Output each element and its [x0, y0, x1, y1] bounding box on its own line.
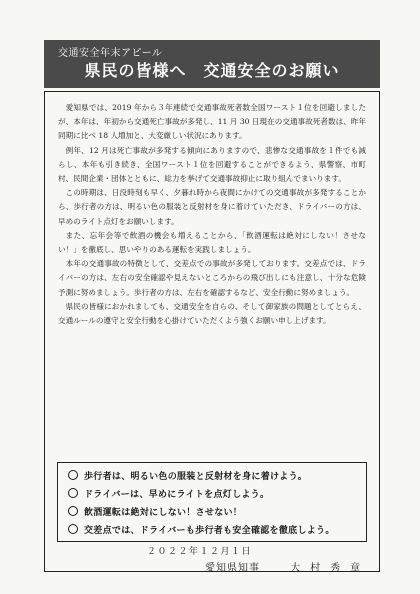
slogan-text: ドライバーは、早めにライトを点灯しよう。: [84, 489, 270, 500]
circle-bullet-icon: [68, 524, 78, 534]
slogan-item: [68, 484, 356, 502]
header-banner: [44, 40, 380, 88]
signer-name: 大村秀章: [290, 563, 371, 574]
paragraph: 県民の皆様におかれましても、交通安全を自らの、そして御家族の問題としてとらえ、交通ルールの遵守と安全行動を心掛けていただくよう強くお願い申し上げます。: [58, 301, 366, 326]
circle-bullet-icon: [68, 488, 78, 498]
signer-title: 愛知県知事: [205, 563, 260, 574]
circle-bullet-icon: [68, 506, 78, 516]
slogan-item: [68, 520, 356, 538]
banner-subtitle: 交通安全年末アピール: [58, 48, 163, 59]
slogan-box: [57, 462, 367, 542]
letter-body: [58, 101, 366, 328]
page-title: 県民の皆様へ 交通安全のお願い: [84, 61, 340, 80]
slogan-text: 交差点では、ドライバーも歩行者も安全確認を徹底しよう。: [84, 525, 335, 536]
slogan-text: 飲酒運転は絶対にしない！させない！: [84, 507, 243, 518]
paragraph: また、忘年会等で飲酒の機会も増えることから、「飲酒運転は絶対にしない！させない！」を徹底し、思いやりのある運転を実践しましょう。: [58, 230, 366, 255]
issue-date: ２０２２年１２月１日: [147, 547, 253, 557]
paragraph: 本年の交通事故の特徴として、交差点での事故が多発しております。交差点では、ドライバーの方は、左右の安全確認や見えないところからの飛び出しにも注意し、十分な危険予測に努めましょう。歩行者の方は、左右を確認するなど、安全行動に努めましょう。: [58, 259, 366, 297]
paragraph: 愛知県では、2019 年から３年連続で交通事故死者数全国ワースト１位を回避しましたが、本年は、年初から交通死亡事故が多発し、11 月 30 日現在の交通事故死者数は、昨年同期に比べ 18 人増加と、大変厳しい状況にあります。: [58, 103, 366, 141]
paragraph: この時期は、日没時刻も早く、夕暮れ時から夜間にかけての交通事故が多発することから、歩行者の方は、明るい色の服装と反射材を身に着けていただき、ドライバーの方は、早めのライト点灯をお願いします。: [58, 188, 366, 226]
slogan-item: [68, 466, 356, 484]
slogan-text: 歩行者は、明るい色の服装と反射材を身に着けよう。: [84, 471, 308, 482]
paragraph: 例年、12 月は死亡事故が多発する傾向にありますので、悲惨な交通事故を１件でも減らし、本年も引き続き、全国ワースト１位を回避することができるよう、県警察、市町村、民間企業・団体とともに、総力を挙げて交通事故抑止に取り組んでまいります。: [58, 145, 366, 184]
letter-box: [44, 91, 380, 572]
slogan-item: [68, 502, 356, 520]
signature: [205, 559, 370, 574]
circle-bullet-icon: [68, 470, 78, 480]
